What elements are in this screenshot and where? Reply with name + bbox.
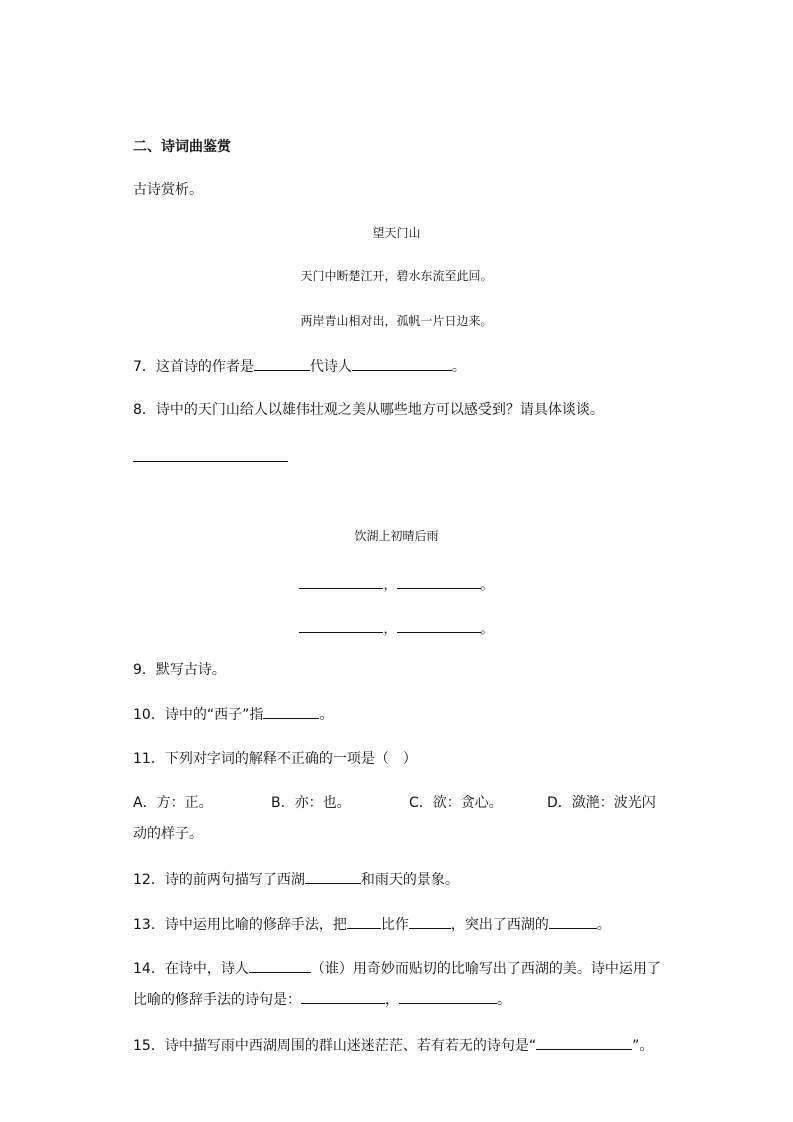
- poem1-title: 望天门山: [372, 226, 421, 240]
- q14-blank-poet[interactable]: [249, 958, 311, 973]
- q14-text-d: ，: [385, 992, 399, 1008]
- poem2-blank-row-2: [0, 618, 793, 639]
- q10-text-a: 10．诗中的“西子”指: [133, 707, 264, 723]
- option-b[interactable]: B．亦：也。: [271, 795, 351, 811]
- question-8: 8．诗中的天门山给人以雄伟壮观之美从哪些地方可以感受到？请具体谈谈。: [133, 402, 604, 418]
- q8-answer-line[interactable]: [133, 461, 288, 462]
- option-c[interactable]: C．欲：贪心。: [409, 795, 503, 811]
- q15-text-a: 15．诗中描写雨中西湖周围的群山迷迷茫茫、若有若无的诗句是“: [133, 1038, 537, 1054]
- q13-text-d: 。: [596, 917, 611, 933]
- q13-text-c: ，突出了西湖的: [450, 917, 549, 933]
- question-14: [133, 958, 661, 979]
- q7-text-c: 。: [451, 359, 466, 375]
- q10-text-b: 。: [319, 707, 334, 723]
- question-14-cont: [133, 989, 511, 1010]
- poem2-blank[interactable]: [299, 574, 383, 589]
- q14-text-a: 14．在诗中，诗人: [133, 961, 249, 977]
- comma: ，: [383, 622, 397, 637]
- q14-text-e: 。: [497, 992, 511, 1008]
- q7-blank-dynasty[interactable]: [254, 356, 310, 371]
- question-15: [133, 1035, 653, 1056]
- option-d-continued: 动的样子。: [133, 826, 203, 842]
- option-d[interactable]: D．潋滟：波光闪: [547, 795, 656, 811]
- option-a[interactable]: A．方：正。: [133, 795, 213, 811]
- comma: ，: [383, 578, 397, 593]
- question-7: [133, 356, 466, 377]
- q14-blank-2[interactable]: [399, 989, 497, 1004]
- q12-blank[interactable]: [305, 869, 361, 884]
- q14-text-b: （谁）用奇妙而贴切的比喻写出了西湖的美。诗中运用了: [310, 961, 661, 977]
- question-10: [133, 704, 333, 725]
- poem2-blank[interactable]: [397, 618, 481, 633]
- section-heading: 二、诗词曲鉴赏: [133, 139, 231, 155]
- q7-text-a: 这首诗的作者是: [155, 359, 254, 375]
- poem1-line1: 天门中断楚江开，碧水东流至此回。: [300, 269, 493, 283]
- q13-blank-2[interactable]: [409, 914, 451, 929]
- question-12: [133, 869, 459, 890]
- q13-blank-3[interactable]: [549, 914, 597, 929]
- poem2-title: 饮湖上初晴后雨: [354, 529, 439, 543]
- q13-text-b: 比作: [380, 917, 409, 933]
- question-11: 11．下列对字词的解释不正确的一项是（ ）: [133, 751, 417, 767]
- q15-blank[interactable]: [536, 1035, 632, 1050]
- q12-text-a: 12．诗的前两句描写了西湖: [133, 872, 305, 888]
- poem2-blank-row-1: [0, 574, 793, 595]
- poem2-blank[interactable]: [299, 618, 383, 633]
- q14-text-c: 比喻的修辞手法的诗句是：: [133, 992, 301, 1008]
- q12-text-b: 和雨天的景象。: [360, 872, 459, 888]
- q7-number: 7．: [133, 359, 156, 375]
- q13-text-a: 13．诗中运用比喻的修辞手法，把: [133, 917, 347, 933]
- question-13: [133, 914, 611, 935]
- poem1-line2: 两岸青山相对出，孤帆一片日边来。: [300, 314, 493, 328]
- q7-text-b: 代诗人: [309, 359, 352, 375]
- poem2-blank[interactable]: [397, 574, 481, 589]
- q15-text-b: ”。: [632, 1038, 654, 1054]
- q7-blank-poet[interactable]: [352, 356, 452, 371]
- question-9: 9．默写古诗。: [133, 662, 226, 678]
- q10-blank[interactable]: [263, 704, 319, 719]
- q14-blank-1[interactable]: [301, 989, 385, 1004]
- full-stop: 。: [480, 622, 494, 637]
- intro-text: 古诗赏析。: [133, 182, 203, 198]
- q13-blank-1[interactable]: [347, 914, 381, 929]
- full-stop: 。: [480, 578, 494, 593]
